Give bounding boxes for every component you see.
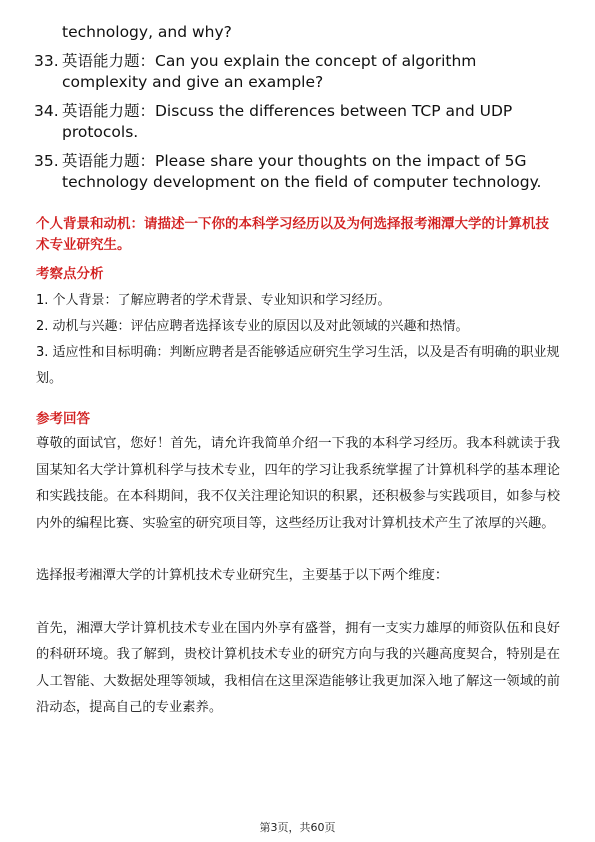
question-number: 33. bbox=[34, 52, 59, 70]
answer-paragraph: 尊敬的面试官，您好！首先，请允许我简单介绍一下我的本科学习经历。我本科就读于我国某知名大学计算机科学与技术专业，四年的学习让我系统掌握了计算机科学的基本理论和实践技能。在本科期间，我不仅关注理论知识的积累，还积极参与实践项目，如参与校内外的编程比赛、实验室的研究项目等，这些经历让我对计算机技术产生了浓厚的兴趣。 bbox=[36, 436, 560, 531]
analysis-section bbox=[36, 264, 560, 392]
answer-paragraph: 首先，湘潭大学计算机技术专业在国内外享有盛誉，拥有一支实力雄厚的师资队伍和良好的科研环境。我了解到，贵校计算机技术专业的研究方向与我的兴趣高度契合，特别是在人工智能、大数据处理等领域，我相信在这里深造能够让我更加深入地了解这一领域的前沿动态，提高自己的专业素养。 bbox=[36, 620, 560, 715]
question-item bbox=[34, 51, 554, 93]
main-question-heading bbox=[36, 214, 560, 256]
page-footer: 第3页，共60页 bbox=[259, 821, 336, 834]
question-continuation: technology, and why? bbox=[62, 23, 232, 41]
answer-heading: 参考回答 bbox=[36, 411, 90, 427]
analysis-point: 1. 个人背景：了解应聘者的学术背景、专业知识和学习经历。 bbox=[36, 293, 391, 308]
question-item bbox=[34, 151, 554, 193]
question-item bbox=[34, 101, 554, 143]
analysis-point: 3. 适应性和目标明确：判断应聘者是否能够适应研究生学习生活，以及是否有明确的职业规划。 bbox=[36, 345, 560, 386]
question-text: 英语能力题：Discuss the differences between TCP and UDP protocols. bbox=[62, 102, 513, 141]
main-question: 个人背景和动机：请描述一下你的本科学习经历以及为何选择报考湘潭大学的计算机技术专业研究生。 bbox=[36, 216, 549, 253]
answer-section bbox=[36, 409, 560, 722]
answer-paragraph: 选择报考湘潭大学的计算机技术专业研究生，主要基于以下两个维度： bbox=[36, 568, 449, 583]
question-text: 英语能力题：Can you explain the concept of algorithm complexity and give an example? bbox=[62, 52, 477, 91]
question-list bbox=[34, 22, 554, 193]
question-number: 35. bbox=[34, 152, 59, 170]
analysis-heading: 考察点分析 bbox=[36, 266, 104, 282]
analysis-point: 2. 动机与兴趣：评估应聘者选择该专业的原因以及对此领域的兴趣和热情。 bbox=[36, 319, 469, 334]
question-number: 34. bbox=[34, 102, 59, 120]
question-text: 英语能力题：Please share your thoughts on the impact of 5G technology development on the field of computer technology. bbox=[62, 152, 542, 191]
